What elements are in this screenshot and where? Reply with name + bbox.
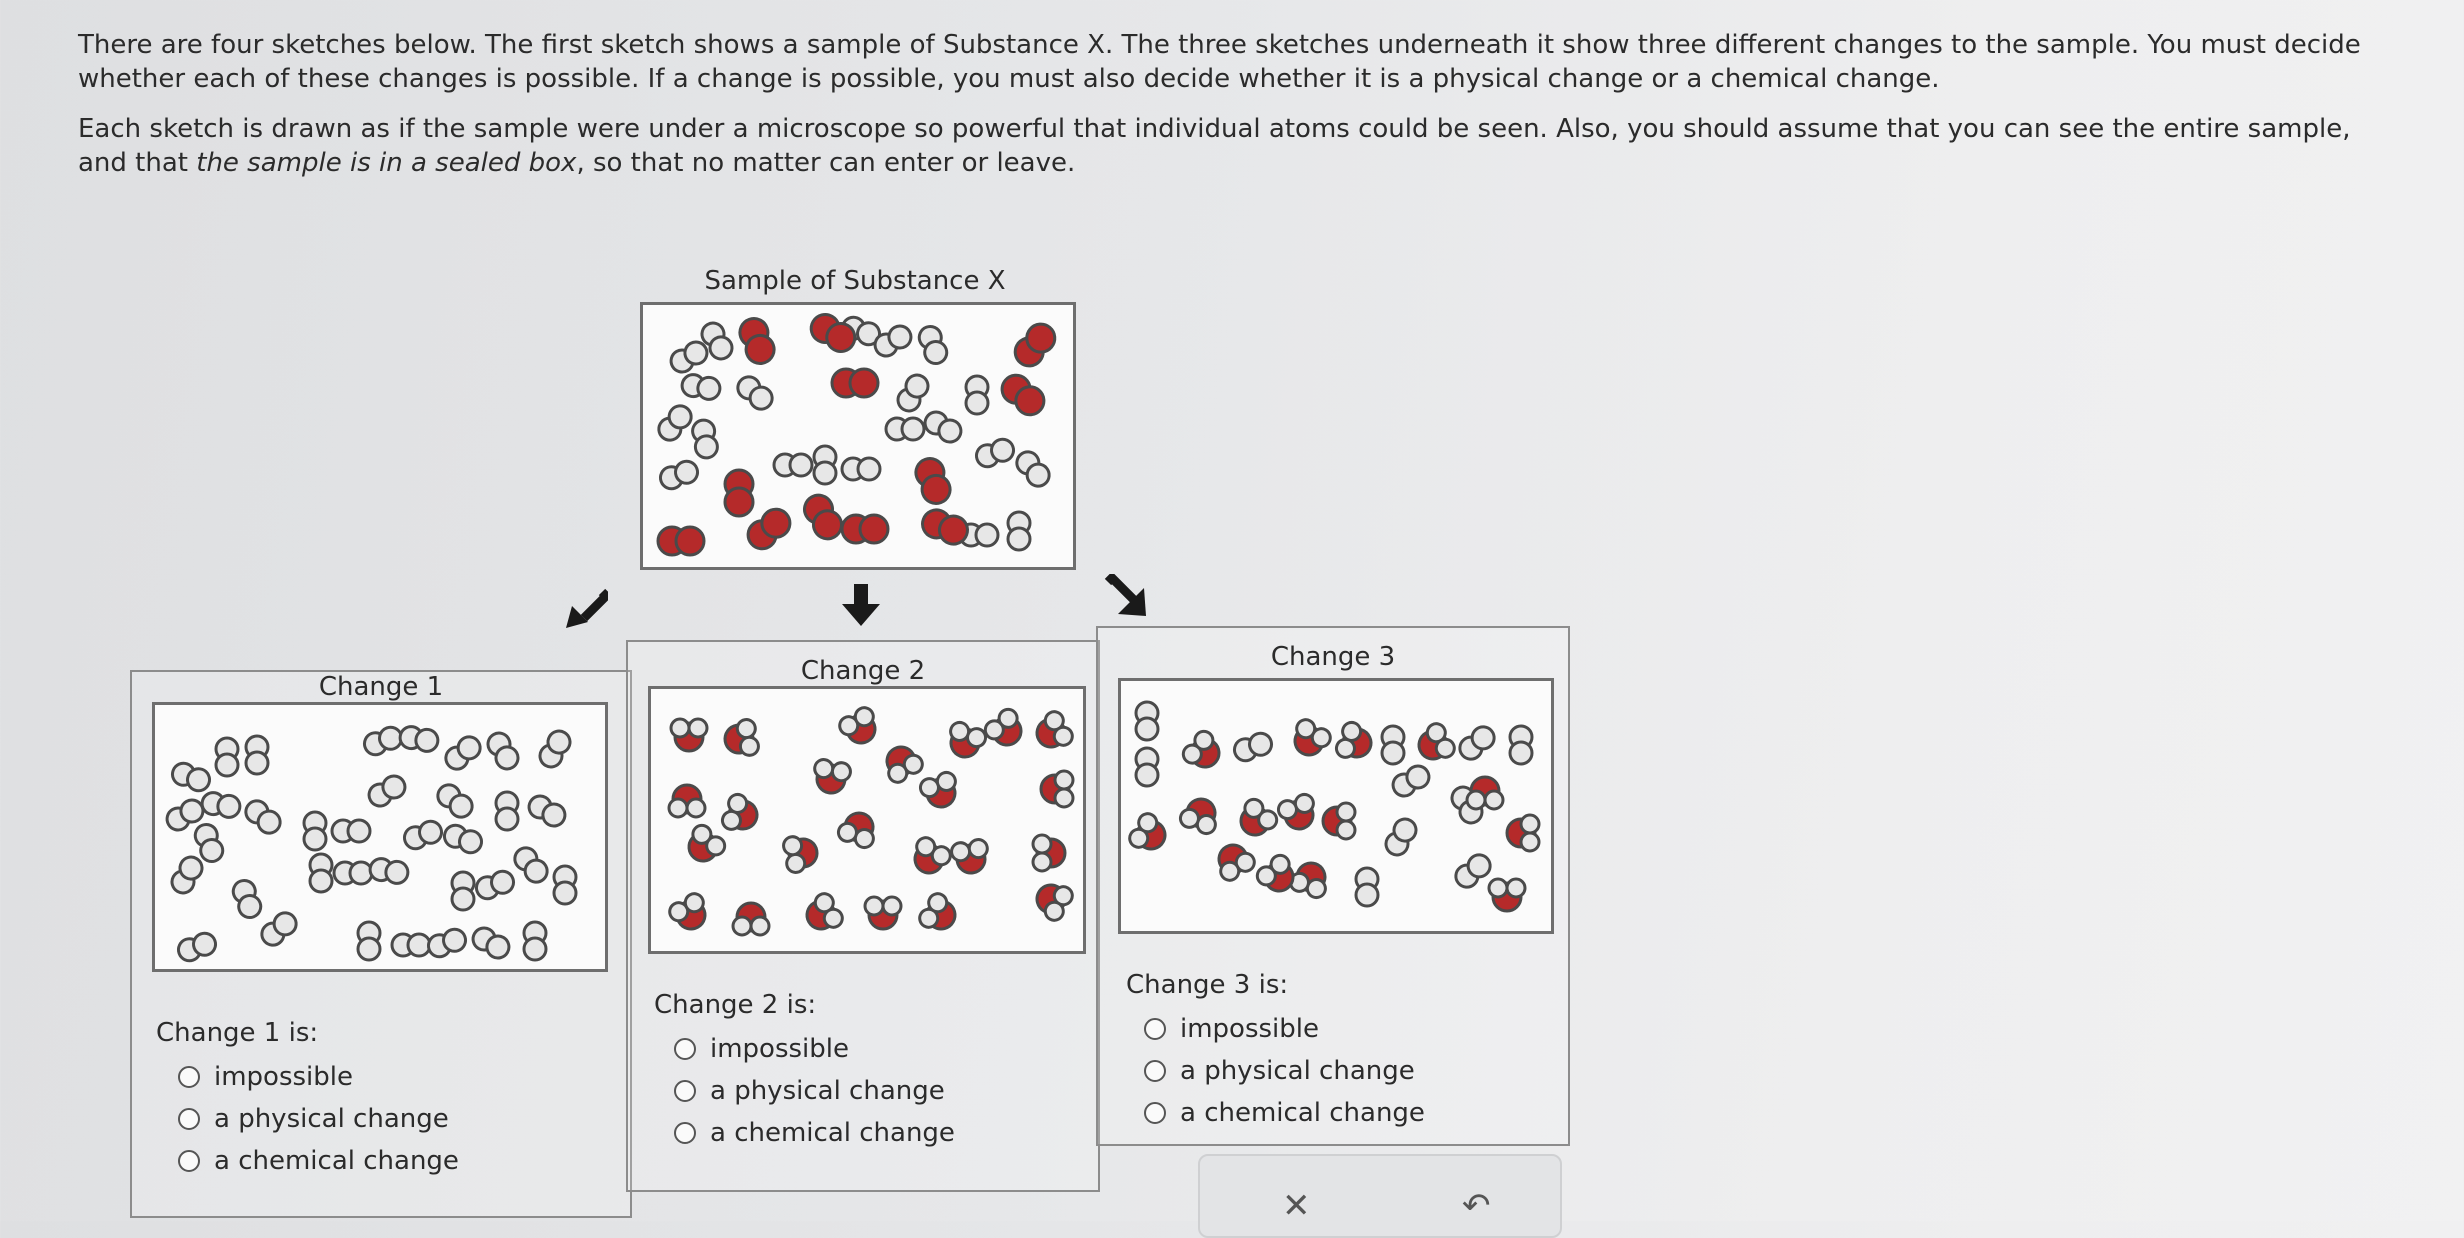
change-2-sketch: [648, 686, 1086, 954]
change-1-option-physical[interactable]: [178, 1104, 449, 1134]
change-1-question: Change 1 is:: [156, 1018, 319, 1048]
change-3-sketch: [1118, 678, 1554, 934]
change-3-molecules: [1121, 681, 1551, 931]
radio-button[interactable]: [1144, 1018, 1166, 1040]
change-2-option-physical[interactable]: [674, 1076, 945, 1106]
change-1-molecules: [155, 705, 605, 969]
change-1-option-impossible[interactable]: [178, 1062, 353, 1092]
change-3-option-chemical[interactable]: [1144, 1098, 1425, 1128]
radio-button[interactable]: [674, 1122, 696, 1144]
option-label: a physical change: [214, 1104, 449, 1134]
radio-button[interactable]: [178, 1108, 200, 1130]
change-2-panel: [626, 640, 1100, 1192]
radio-button[interactable]: [674, 1080, 696, 1102]
radio-button[interactable]: [178, 1066, 200, 1088]
arrow-down-right-icon: [1104, 574, 1150, 620]
change-2-water-molecules: [666, 704, 1075, 937]
option-label: a chemical change: [710, 1118, 955, 1148]
change-2-title: Change 2: [800, 656, 926, 686]
radio-button[interactable]: [674, 1038, 696, 1060]
x-icon[interactable]: ✕: [1282, 1186, 1311, 1226]
sealed-box-emphasis: the sample is in a sealed box: [196, 148, 577, 178]
change-1-option-chemical[interactable]: [178, 1146, 459, 1176]
radio-button[interactable]: [1144, 1060, 1166, 1082]
arrow-down-left-icon: [562, 586, 608, 632]
change-1-sketch: [152, 702, 608, 972]
instructions-paragraph-2: Each sketch is drawn as if the sample were under a microscope so powerful that individual atoms could be seen. Also, you should assume that you can see the entire sample, and that the sample is in a sealed box, so that no matter can enter or leave.: [78, 114, 2351, 178]
option-label: impossible: [214, 1062, 354, 1092]
undo-icon[interactable]: ↶: [1462, 1186, 1491, 1226]
option-label: impossible: [710, 1034, 850, 1064]
option-label: a physical change: [710, 1076, 945, 1106]
radio-button[interactable]: [1144, 1102, 1166, 1124]
arrow-down-icon: [838, 582, 884, 628]
change-3-question: Change 3 is:: [1126, 970, 1289, 1000]
option-label: a physical change: [1180, 1056, 1415, 1086]
option-label: impossible: [1180, 1014, 1320, 1044]
change-2-option-impossible[interactable]: [674, 1034, 849, 1064]
instructions-paragraph-1: There are four sketches below. The first sketch shows a sample of Substance X. The three sketches underneath it show three different changes to the sample. You must decide whether each of these changes is possible. If a change is possible, you must also decide whether it is a physical change or a chemical change.: [78, 30, 2361, 94]
change-1-panel: [130, 670, 632, 1218]
change-3-option-impossible[interactable]: [1144, 1014, 1319, 1044]
change-1-title: Change 1: [318, 672, 444, 702]
sample-molecules: [643, 305, 1073, 567]
change-3-panel: [1096, 626, 1570, 1146]
change-2-option-chemical[interactable]: [674, 1118, 955, 1148]
option-label: a chemical change: [214, 1146, 459, 1176]
change-3-option-physical[interactable]: [1144, 1056, 1415, 1086]
change-3-title: Change 3: [1270, 642, 1396, 672]
option-label: a chemical change: [1180, 1098, 1425, 1128]
change-1-h2-molecules: [163, 724, 576, 964]
sample-title: Sample of Substance X: [704, 266, 1006, 296]
change-2-question: Change 2 is:: [654, 990, 817, 1020]
radio-button[interactable]: [178, 1150, 200, 1172]
answer-toolbar: [1198, 1154, 1562, 1238]
sample-sketch: [640, 302, 1076, 570]
instructions: [78, 28, 2378, 196]
change-2-molecules: [651, 689, 1083, 951]
